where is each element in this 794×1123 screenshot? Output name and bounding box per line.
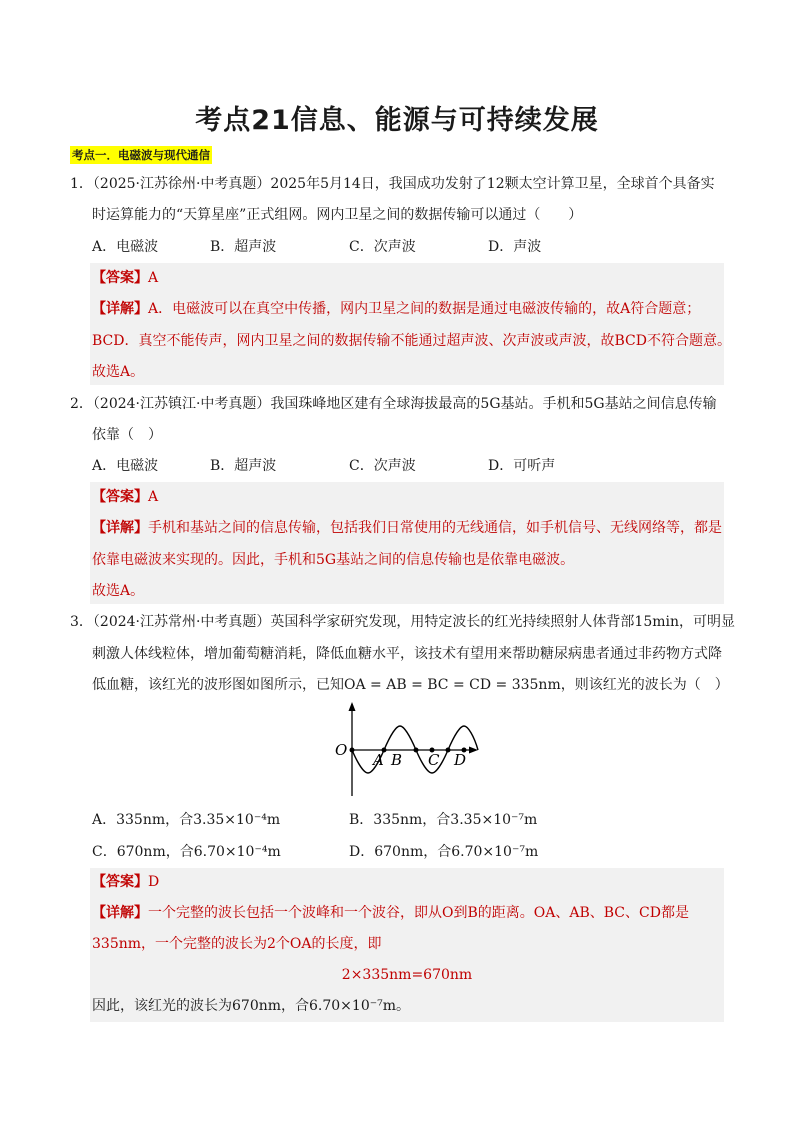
section-heading: 考点一．电磁波与现代通信 [72,148,210,162]
explanation-text: 一个完整的波长包括一个波峰和一个波谷，即从O到B的距离。OA、AB、BC、CD都是 [148,905,689,921]
answer-tag: 【答案】 [92,489,148,505]
explanation-tag: 【详解】 [92,301,148,317]
question-3-stem-line-3: 低血糖，该红光的波形图如图所示，已知OA = AB = BC = CD = 335nm，则该红光的波长为（ ） [92,677,729,693]
page-title: 考点21信息、能源与可持续发展 [195,105,599,136]
question-2-option-b: B．超声波 [210,458,277,474]
question-1-stem-line-1: 1．（2025·江苏徐州·中考真题）2025年5月14日，我国成功发射了12颗太空计算卫星，全球首个具备实 [70,176,715,192]
question-3-answer [92,872,159,892]
question-2-explanation-line-3: 故选A。 [92,583,145,599]
question-1-option-a: A．电磁波 [92,239,159,255]
question-2-option-c: C．次声波 [349,458,416,474]
question-1-option-c: C．次声波 [349,239,416,255]
answer-value: A [148,270,159,286]
question-2-option-d: D．可听声 [488,458,556,474]
question-2-stem-line-2: 依靠（ ） [92,427,162,443]
question-3-explanation-line-3: 因此，该红光的波长为670nm，合6.70×10⁻⁷m。 [92,998,411,1014]
question-3-equation: 2×335nm=670nm [341,967,473,983]
question-1-stem-line-2: 时运算能力的“天算星座”正式组网。网内卫星之间的数据传输可以通过（ ） [92,207,583,223]
question-1-explanation-line-2: BCD．真空不能传声，网内卫星之间的数据传输不能通过超声波、次声波或声波，故BCD不符合题意。 [92,333,731,349]
question-2-stem-line-1: 2．（2024·江苏镇江·中考真题）我国珠峰地区建有全球海拔最高的5G基站。手机和5G基站之间信息传输 [70,396,717,412]
answer-tag: 【答案】 [92,874,148,890]
label-b: B [391,751,403,769]
label-o: O [335,741,348,759]
question-1-answer [92,268,158,288]
question-2-option-a: A．电磁波 [92,458,159,474]
point-o [350,748,355,753]
question-1-explanation-line-1 [92,299,700,319]
label-a: A [373,751,384,769]
question-1-option-b: B．超声波 [210,239,277,255]
answer-value: D [148,874,160,890]
label-c: C [428,751,440,769]
question-2-explanation-line-2: 依靠电磁波来实现的。因此，手机和5G基站之间的信息传输也是依靠电磁波。 [92,552,575,568]
question-1-option-d: D．声波 [488,239,542,255]
answer-tag: 【答案】 [92,270,148,286]
question-3-explanation-line-1 [92,903,689,923]
question-3-stem-line-2: 刺激人体线粒体，增加葡萄糖消耗，降低血糖水平，该技术有望用来帮助糖尿病患者通过非药物方式降 [92,646,722,662]
explanation-tag: 【详解】 [92,520,148,536]
question-1-explanation-line-3: 故选A。 [92,364,145,380]
question-3-option-b: B．335nm，合3.35×10⁻⁷m [349,812,538,828]
y-axis-arrow [349,702,356,711]
question-3-option-d: D．670nm，合6.70×10⁻⁷m [349,844,539,860]
question-1-answer-box [90,263,724,385]
point-d-mid [446,748,451,753]
waveform-figure [328,702,484,798]
question-2-answer [92,487,158,507]
question-2-explanation-line-1 [92,518,722,538]
point-b [414,748,419,753]
question-3-explanation-line-2: 335nm，一个完整的波长为2个OA的长度，即 [92,936,382,952]
explanation-tag: 【详解】 [92,905,148,921]
explanation-text: A．电磁波可以在真空中传播，网内卫星之间的数据是通过电磁波传输的，故A符合题意； [148,301,701,317]
question-3-stem-line-1: 3．（2024·江苏常州·中考真题）英国科学家研究发现，用特定波长的红光持续照射人体背部15min，可明显 [70,614,736,630]
explanation-text: 手机和基站之间的信息传输，包括我们日常使用的无线通信，如手机信号、无线网络等，都是 [148,520,722,536]
label-d: D [454,751,467,769]
question-3-option-a: A．335nm，合3.35×10⁻⁴m [92,812,281,828]
question-2-answer-box [90,482,724,604]
question-3-option-c: C．670nm，合6.70×10⁻⁴m [92,844,281,860]
answer-value: A [148,489,159,505]
